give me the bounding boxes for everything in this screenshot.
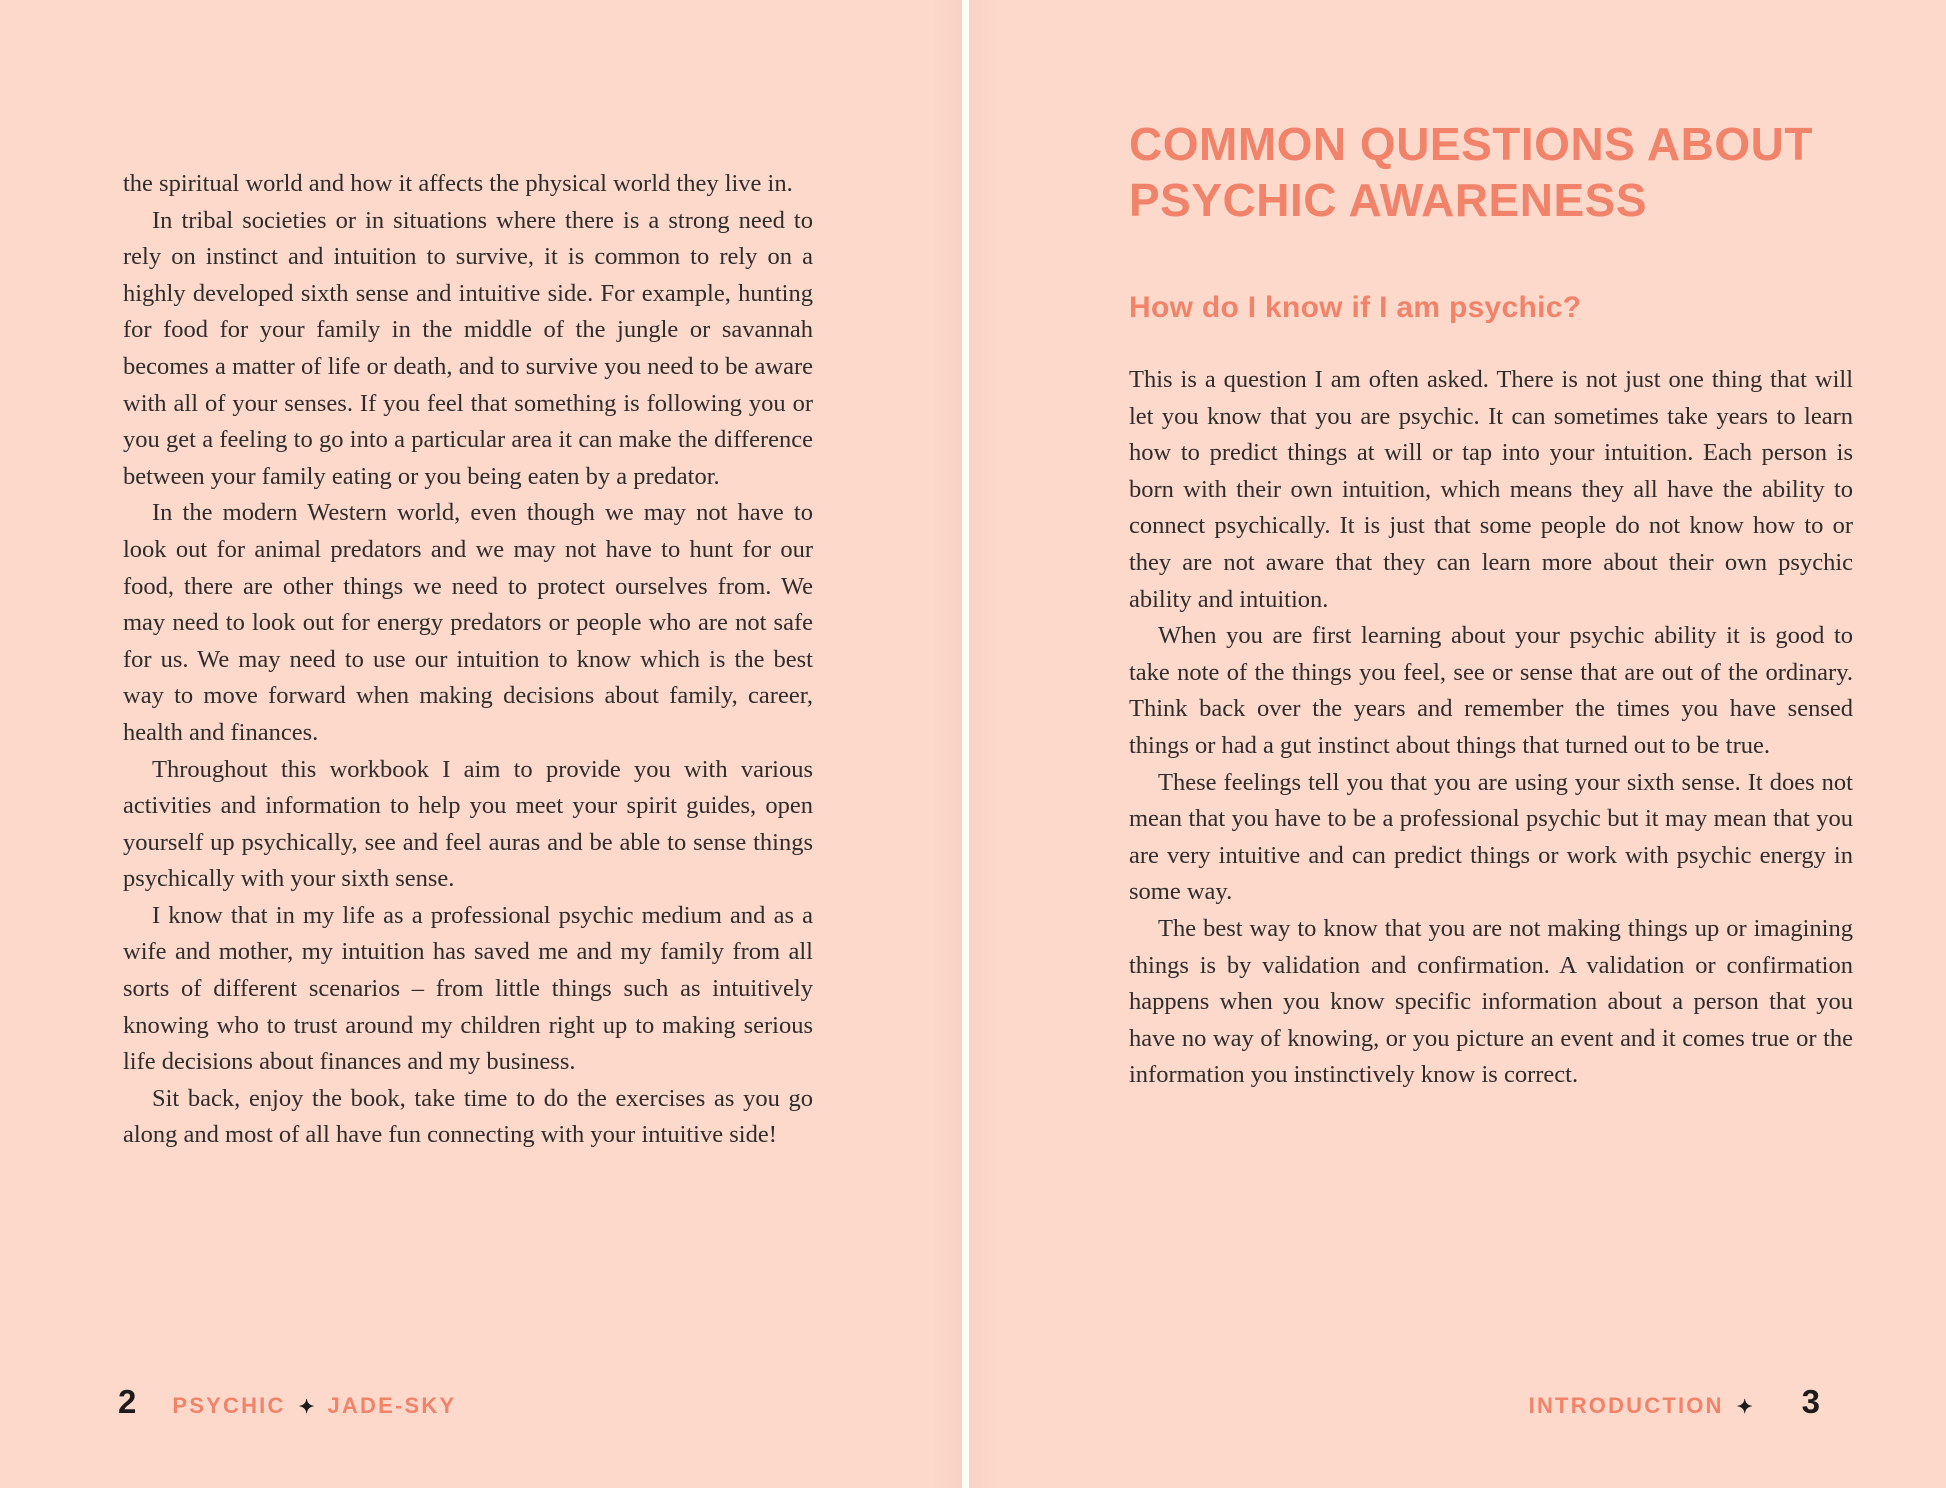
running-head-chapter: INTRODUCTION [1528,1393,1724,1418]
section-subheading: How do I know if I am psychic? [1129,291,1582,324]
body-paragraph: the spiritual world and how it affects the physical world they live in. [123,170,793,197]
running-head-author: JADE-SKY [327,1393,457,1418]
body-paragraph: The best way to know that you are not making things up or imagining things is by validation and confirmation. A validation or confirmation happens when you know specific information about a person that you have no way of knowing, or you picture an event and it comes true or the information you instinctively know is correct. [1129,914,1853,1089]
body-paragraph: These feelings tell you that you are using your sixth sense. It does not mean that you have to be a professional psychic but it may mean that you are very intuitive and can predict things or work with psychic energy in some way. [1129,768,1853,906]
chapter-heading [1129,116,1869,228]
body-paragraph: This is a question I am often asked. There is not just one thing that will let you know that you are psychic. It can sometimes take years to learn how to predict things at will or tap into your intuition. Each person is born with their own intuition, which means they all have the ability to connect psychically. It is just that some people do not know how to or they are not aware that they can learn more about their own psychic ability and intuition. [1129,366,1853,613]
page-fold-shadow [932,0,962,1488]
page-gutter-line [962,0,969,1488]
page-number: 2 [118,1383,137,1420]
running-head-book-title: PSYCHIC [172,1393,286,1418]
page-number: 3 [1801,1383,1820,1420]
chapter-heading-line1: COMMON QUESTIONS ABOUT [1129,118,1813,170]
left-page-footer [118,1383,456,1421]
body-paragraph: Throughout this workbook I aim to provide you with various activities and information to help you meet your spirit guides, open yourself up psychically, see and feel auras and be able to sense things psychically with your sixth sense. [123,755,813,893]
right-page-body [1129,362,1853,1094]
left-page [0,0,963,1488]
four-point-star-icon: ✦ [298,1397,315,1418]
page-fold-shadow [969,0,999,1488]
four-point-star-icon: ✦ [1736,1397,1753,1418]
body-paragraph: When you are first learning about your psychic ability it is good to take note of the things you feel, see or sense that are out of the ordinary. Think back over the years and remember the times you have sensed things or had a gut instinct about things that turned out to be true. [1129,622,1853,759]
left-page-body [123,166,813,1154]
chapter-heading-line2: PSYCHIC AWARENESS [1129,174,1648,226]
body-paragraph: In tribal societies or in situations where there is a strong need to rely on instinct and intuition to survive, it is common to rely on a highly developed sixth sense and intuitive side. For example, hunting for food for your family in the middle of the jungle or savannah becomes a matter of life or death, and to survive you need to be aware with all of your senses. If you feel that something is following you or you get a feeling to go into a particular area it can make the difference between your family eating or you being eaten by a predator. [123,206,813,490]
right-page-footer [1529,1383,1820,1421]
body-paragraph: Sit back, enjoy the book, take time to do the exercises as you go along and most of all have fun connecting with your intuitive side! [123,1084,813,1149]
body-paragraph: I know that in my life as a professional psychic medium and as a wife and mother, my intuition has saved me and my family from all sorts of different scenarios – from little things such as intuitively knowing who to trust around my children right up to making serious life decisions about finances and my business. [123,901,813,1076]
body-paragraph: In the modern Western world, even though we may not have to look out for animal predators and we may not have to hunt for our food, there are other things we need to protect ourselves from. We may need to look out for energy predators or people who are not safe for us. We may need to use our intuition to know which is the best way to move forward when making decisions about family, career, health and finances. [123,499,813,746]
